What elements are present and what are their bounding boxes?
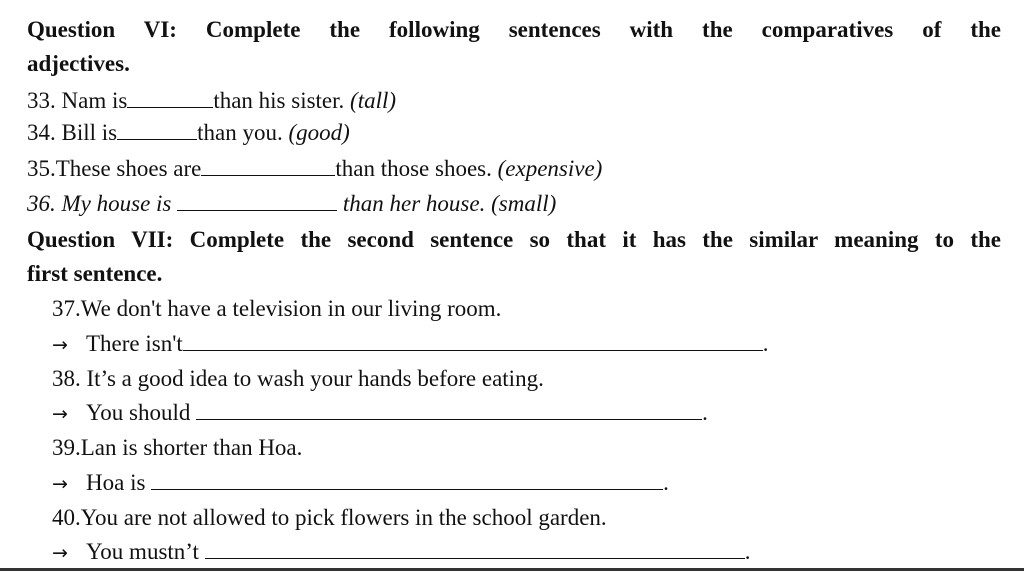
item-38-start: You should <box>86 400 191 425</box>
item-38-blank[interactable] <box>196 401 702 420</box>
item-34-blank[interactable] <box>117 121 197 140</box>
question-vi-heading-line1: Question VI: Complete the following sentences with the comparatives of the <box>27 17 1001 42</box>
item-38-sentence: 38. It’s a good idea to wash your hands before eating. <box>52 366 544 391</box>
item-38-end: . <box>702 400 708 425</box>
item-33-suffix: than his sister. <box>213 88 345 113</box>
item-37-end: . <box>762 331 769 356</box>
item-38-answer <box>52 398 708 429</box>
question-vii-heading-line2: first sentence. <box>27 261 163 286</box>
item-34-suffix: than you. <box>197 120 283 145</box>
item-35 <box>27 154 602 184</box>
item-36-blank[interactable] <box>177 192 337 211</box>
item-37-sentence: 37.We don't have a television in our living room. <box>52 296 502 321</box>
arrow-icon: → <box>52 334 68 356</box>
item-37-answer <box>52 329 769 360</box>
item-35-hint: (expensive) <box>497 156 603 181</box>
item-40-blank[interactable] <box>205 540 745 559</box>
item-33 <box>27 86 396 116</box>
item-37-blank[interactable] <box>183 332 763 351</box>
item-35-blank[interactable] <box>201 157 335 176</box>
item-39-blank[interactable] <box>151 471 663 490</box>
item-34-prefix: 34. Bill is <box>27 120 118 145</box>
item-33-prefix: 33. Nam is <box>27 88 128 113</box>
arrow-icon: → <box>52 473 68 495</box>
item-36 <box>27 189 556 219</box>
item-40-start: You mustn’t <box>86 539 199 564</box>
item-39-answer <box>52 468 669 499</box>
item-36-prefix: 36. My house is <box>27 191 172 216</box>
item-33-blank[interactable] <box>127 89 213 108</box>
item-35-suffix: than those shoes. <box>335 156 492 181</box>
item-35-prefix: 35.These shoes are <box>27 156 202 181</box>
bottom-rule <box>0 568 1024 571</box>
item-40-answer <box>52 537 750 568</box>
question-vi-heading-line2: adjectives. <box>27 51 130 76</box>
item-39-sentence: 39.Lan is shorter than Hoa. <box>52 435 303 460</box>
item-33-hint: (tall) <box>350 88 397 113</box>
item-40-sentence: 40.You are not allowed to pick flowers in the school garden. <box>52 505 607 530</box>
arrow-icon: → <box>52 542 68 564</box>
item-37-start: There isn't <box>86 331 183 356</box>
item-34 <box>27 118 350 148</box>
item-34-hint: (good) <box>288 120 350 145</box>
question-vii-heading-line1: Question VII: Complete the second sentence so that it has the similar meaning to the <box>27 227 1001 252</box>
item-36-hint: (small) <box>491 191 557 216</box>
item-39-start: Hoa is <box>86 470 146 495</box>
item-40-end: . <box>744 539 751 564</box>
arrow-icon: → <box>52 403 68 425</box>
item-39-end: . <box>663 470 669 495</box>
item-36-suffix: than her house. <box>342 191 486 216</box>
